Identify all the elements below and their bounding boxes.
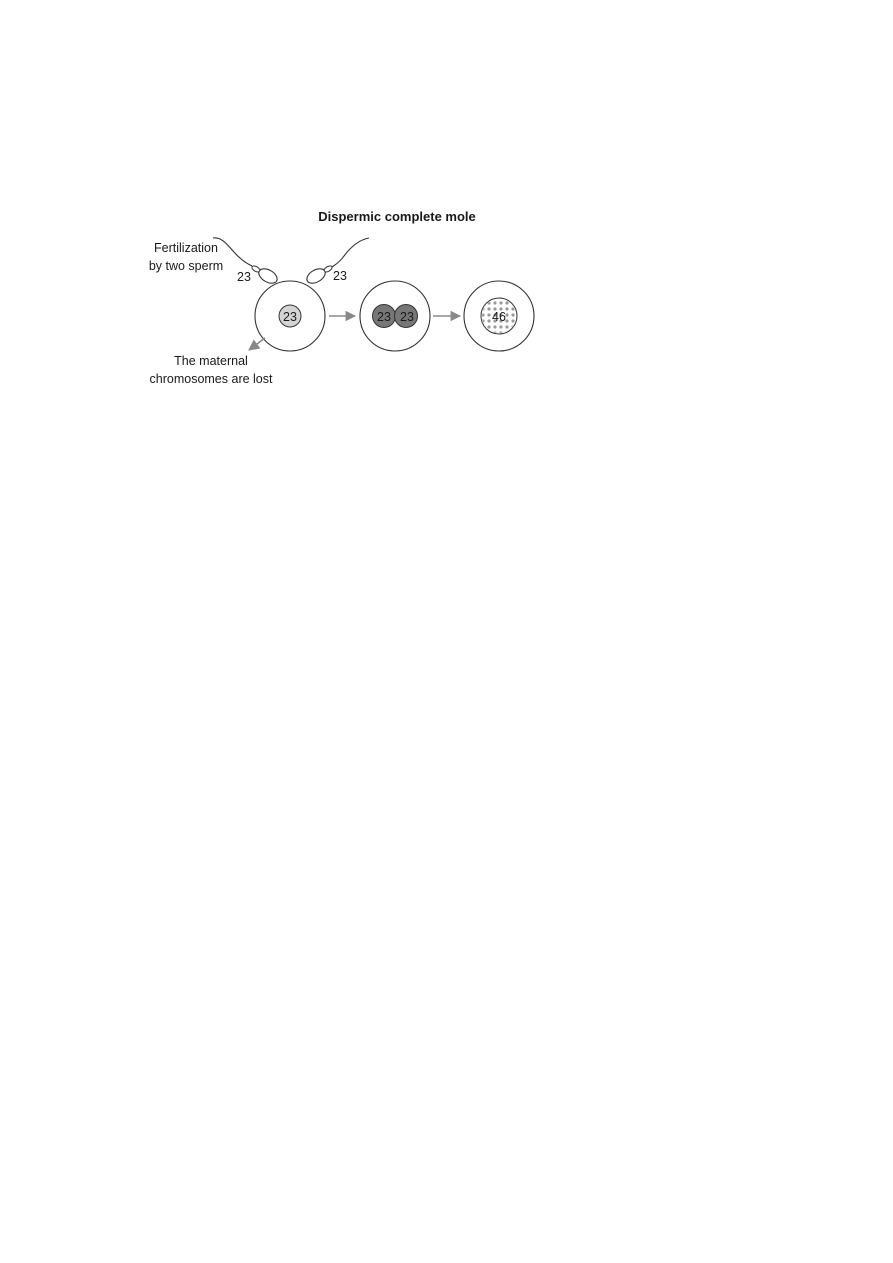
maternal-loss-line-1: The maternal [174,354,248,368]
diagram-title: Dispermic complete mole [318,209,476,224]
sperm-right-tail [332,238,369,267]
egg-count: 23 [283,310,297,324]
maternal-loss-line-2: chromosomes are lost [149,372,273,386]
sperm-left-count: 23 [237,270,251,284]
egg-cell [255,281,325,351]
pronucleus-count-1: 23 [377,310,391,324]
maternal-loss-label [150,354,273,386]
fertilization-label-line-2: by two sperm [148,259,224,273]
zygote-count: 46 [492,310,506,324]
cell-two-pronuclei [360,281,430,351]
sperm-right-count: 23 [333,269,347,283]
cell-zygote [464,281,534,351]
pronucleus-count-2: 23 [400,310,414,324]
maternal-loss-arrow [249,338,265,350]
fertilization-label-line-1: Fertilization [154,241,218,255]
fertilization-label [149,241,223,273]
